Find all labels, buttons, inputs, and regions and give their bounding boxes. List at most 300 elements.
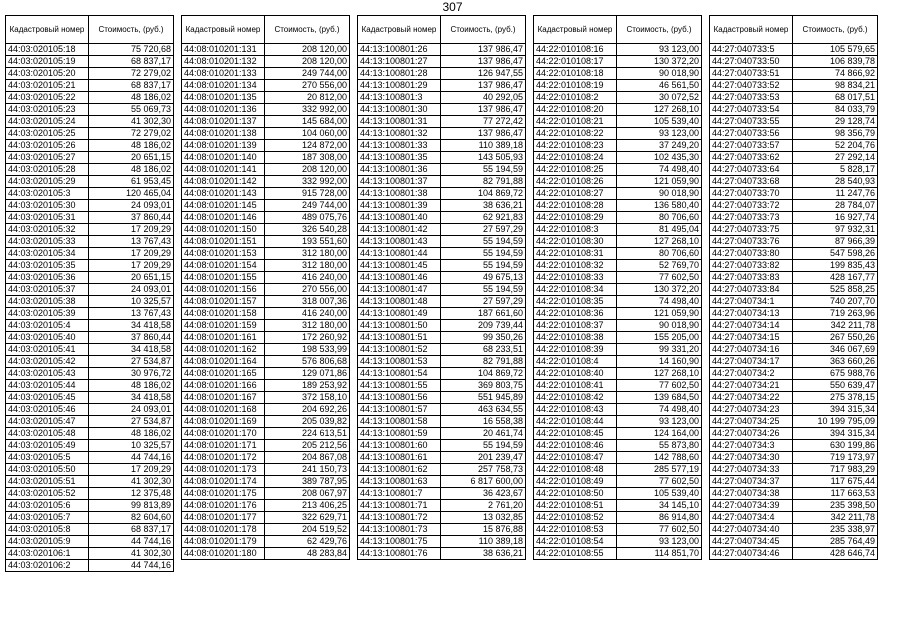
table-row (182, 308, 350, 320)
cadastral-number-cell: 44:22:010108:24 (534, 152, 617, 164)
cadastral-number-cell: 44:03:020105:24 (6, 116, 89, 128)
cadastral-number-cell: 44:22:010108:29 (534, 212, 617, 224)
cost-cell: 104 869,72 (441, 368, 526, 380)
cadastral-number-cell: 44:27:040733:73 (710, 212, 793, 224)
cadastral-number-cell: 44:27:040734:1 (710, 296, 793, 308)
table-row (6, 248, 174, 260)
cost-cell: 102 435,30 (617, 152, 702, 164)
table-row (710, 440, 878, 452)
table-row (358, 68, 526, 80)
cadastral-number-cell: 44:22:010108:20 (534, 104, 617, 116)
cost-cell: 62 921,83 (441, 212, 526, 224)
cost-cell: 34 418,58 (89, 344, 174, 356)
cost-cell: 48 186,02 (89, 380, 174, 392)
cadastral-number-cell: 44:22:010108:40 (534, 368, 617, 380)
cost-cell: 224 613,51 (265, 428, 350, 440)
table-row (182, 536, 350, 548)
cadastral-number-cell: 44:27:040734:23 (710, 404, 793, 416)
cost-cell: 84 033,79 (793, 104, 878, 116)
header-cadastral-number: Кадастровый номер (534, 16, 617, 44)
cost-cell: 13 767,43 (89, 308, 174, 320)
cadastral-number-cell: 44:08:010201:164 (182, 356, 265, 368)
cadastral-number-cell: 44:27:040734:14 (710, 320, 793, 332)
cost-cell: 136 580,40 (617, 200, 702, 212)
table-row (182, 200, 350, 212)
cadastral-number-cell: 44:03:020105:39 (6, 308, 89, 320)
cost-cell: 12 375,48 (89, 488, 174, 500)
cadastral-number-cell: 44:08:010201:151 (182, 236, 265, 248)
cost-cell: 342 211,78 (793, 320, 878, 332)
cadastral-number-cell: 44:27:040733:54 (710, 104, 793, 116)
table-row (6, 488, 174, 500)
cost-cell: 205 039,82 (265, 416, 350, 428)
cadastral-number-cell: 44:22:010108:55 (534, 548, 617, 560)
cadastral-number-cell: 44:08:010201:143 (182, 188, 265, 200)
cadastral-number-cell: 44:08:010201:156 (182, 284, 265, 296)
cadastral-number-cell: 44:03:020105:46 (6, 404, 89, 416)
cadastral-number-cell: 44:13:100801:58 (358, 416, 441, 428)
cadastral-number-cell: 44:27:040733:50 (710, 56, 793, 68)
cadastral-number-cell: 44:27:040734:26 (710, 428, 793, 440)
table-row (6, 140, 174, 152)
cadastral-number-cell: 44:27:040733:55 (710, 116, 793, 128)
table-row (6, 224, 174, 236)
cadastral-number-cell: 44:03:020105:19 (6, 56, 89, 68)
cost-cell: 285 577,19 (617, 464, 702, 476)
cadastral-table-2 (181, 15, 350, 560)
table-row (710, 272, 878, 284)
cost-cell: 17 209,29 (89, 248, 174, 260)
cadastral-number-cell: 44:03:020105:31 (6, 212, 89, 224)
cadastral-number-cell: 44:03:020105:20 (6, 68, 89, 80)
cost-cell: 28 540,93 (793, 176, 878, 188)
cadastral-number-cell: 44:03:020105:4 (6, 320, 89, 332)
table-row (182, 488, 350, 500)
table-row (358, 356, 526, 368)
cost-cell: 75 720,68 (89, 44, 174, 56)
table-row (6, 128, 174, 140)
table-row (358, 272, 526, 284)
cadastral-number-cell: 44:27:040733:75 (710, 224, 793, 236)
cadastral-number-cell: 44:13:100801:37 (358, 176, 441, 188)
header-cost: Стоимость, (руб.) (617, 16, 702, 44)
table-row (710, 152, 878, 164)
cost-cell: 68 233,51 (441, 344, 526, 356)
cost-cell: 389 787,95 (265, 476, 350, 488)
cost-cell: 121 059,90 (617, 308, 702, 320)
table-row (358, 200, 526, 212)
table-row (182, 404, 350, 416)
cadastral-number-cell: 44:08:010201:166 (182, 380, 265, 392)
table-row (710, 164, 878, 176)
table-row (6, 92, 174, 104)
cost-cell: 90 018,90 (617, 68, 702, 80)
cost-cell: 24 093,01 (89, 404, 174, 416)
table-row (534, 320, 702, 332)
cost-cell: 27 534,87 (89, 356, 174, 368)
table-row (534, 536, 702, 548)
cost-cell: 199 835,43 (793, 260, 878, 272)
cost-cell: 74 498,40 (617, 164, 702, 176)
cost-cell: 6 817 600,00 (441, 476, 526, 488)
cost-cell: 36 423,67 (441, 488, 526, 500)
cost-cell: 241 150,73 (265, 464, 350, 476)
cost-cell: 87 966,39 (793, 236, 878, 248)
cadastral-number-cell: 44:13:100801:50 (358, 320, 441, 332)
cadastral-number-cell: 44:03:020105:33 (6, 236, 89, 248)
cadastral-number-cell: 44:08:010201:174 (182, 476, 265, 488)
cadastral-number-cell: 44:13:100801:73 (358, 524, 441, 536)
cadastral-number-cell: 44:08:010201:142 (182, 176, 265, 188)
table-row (6, 56, 174, 68)
cost-cell: 48 186,02 (89, 92, 174, 104)
table-row (534, 128, 702, 140)
cost-cell: 62 429,76 (265, 536, 350, 548)
table-row (534, 92, 702, 104)
table-row (358, 116, 526, 128)
cadastral-number-cell: 44:27:040733:80 (710, 248, 793, 260)
cadastral-number-cell: 44:08:010201:169 (182, 416, 265, 428)
table-row (358, 128, 526, 140)
table-row (534, 308, 702, 320)
cost-cell: 525 858,25 (793, 284, 878, 296)
cost-cell: 90 018,90 (617, 188, 702, 200)
cost-cell: 10 199 795,09 (793, 416, 878, 428)
cadastral-number-cell: 44:08:010201:136 (182, 104, 265, 116)
cadastral-number-cell: 44:03:020105:51 (6, 476, 89, 488)
cadastral-number-cell: 44:27:040734:16 (710, 344, 793, 356)
cost-cell: 41 302,30 (89, 548, 174, 560)
table-row (710, 248, 878, 260)
cadastral-number-cell: 44:27:040734:33 (710, 464, 793, 476)
table-row (710, 104, 878, 116)
cost-cell: 55 194,59 (441, 164, 526, 176)
cadastral-number-cell: 44:13:100801:54 (358, 368, 441, 380)
table-row (710, 236, 878, 248)
cost-cell: 74 498,40 (617, 404, 702, 416)
cadastral-number-cell: 44:08:010201:162 (182, 344, 265, 356)
cost-cell: 127 268,10 (617, 236, 702, 248)
table-row (182, 548, 350, 560)
table-row (710, 344, 878, 356)
table-row (534, 248, 702, 260)
cadastral-number-cell: 44:08:010201:165 (182, 368, 265, 380)
table-row (6, 236, 174, 248)
table-row (534, 200, 702, 212)
table-row (710, 68, 878, 80)
cost-cell: 129 071,86 (265, 368, 350, 380)
cadastral-number-cell: 44:22:010108:28 (534, 200, 617, 212)
table-row (710, 56, 878, 68)
cost-cell: 270 556,00 (265, 284, 350, 296)
table-row (358, 176, 526, 188)
table-row (534, 500, 702, 512)
cadastral-number-cell: 44:27:040733:52 (710, 80, 793, 92)
table-row (6, 116, 174, 128)
table-row (182, 296, 350, 308)
table-row (358, 284, 526, 296)
cadastral-number-cell: 44:13:100801:36 (358, 164, 441, 176)
cadastral-number-cell: 44:27:040734:40 (710, 524, 793, 536)
table-row (710, 536, 878, 548)
table-row (6, 416, 174, 428)
table-row (534, 392, 702, 404)
table-row (358, 320, 526, 332)
cost-cell: 130 372,20 (617, 284, 702, 296)
cost-cell: 312 180,00 (265, 260, 350, 272)
cost-cell: 104 869,72 (441, 188, 526, 200)
cadastral-number-cell: 44:27:040734:38 (710, 488, 793, 500)
cadastral-number-cell: 44:13:100801:3 (358, 92, 441, 104)
cost-cell: 740 207,70 (793, 296, 878, 308)
cost-cell: 208 120,00 (265, 44, 350, 56)
cadastral-number-cell: 44:27:040733:62 (710, 152, 793, 164)
cost-cell: 38 636,21 (441, 548, 526, 560)
table-row (182, 80, 350, 92)
table-row (358, 44, 526, 56)
table-row (534, 428, 702, 440)
cost-cell: 463 634,55 (441, 404, 526, 416)
cadastral-number-cell: 44:08:010201:180 (182, 548, 265, 560)
cadastral-number-cell: 44:27:040734:22 (710, 392, 793, 404)
cost-cell: 394 315,34 (793, 404, 878, 416)
table-row (182, 164, 350, 176)
table-row (182, 512, 350, 524)
table-row (6, 260, 174, 272)
table-row (358, 212, 526, 224)
table-row (358, 476, 526, 488)
cost-cell: 27 534,87 (89, 416, 174, 428)
table-row (182, 284, 350, 296)
cost-cell: 98 834,21 (793, 80, 878, 92)
cost-cell: 15 876,88 (441, 524, 526, 536)
table-row (710, 188, 878, 200)
cost-cell: 52 204,76 (793, 140, 878, 152)
cost-cell: 29 128,74 (793, 116, 878, 128)
table-row (534, 296, 702, 308)
table-row (358, 488, 526, 500)
cadastral-number-cell: 44:08:010201:150 (182, 224, 265, 236)
cost-cell: 28 784,07 (793, 200, 878, 212)
table-row (6, 44, 174, 56)
cadastral-number-cell: 44:08:010201:173 (182, 464, 265, 476)
cadastral-number-cell: 44:27:040733:56 (710, 128, 793, 140)
cadastral-number-cell: 44:13:100801:47 (358, 284, 441, 296)
table-row (358, 428, 526, 440)
cadastral-number-cell: 44:08:010201:138 (182, 128, 265, 140)
cost-cell: 312 180,00 (265, 248, 350, 260)
cadastral-number-cell: 44:03:020105:23 (6, 104, 89, 116)
cadastral-number-cell: 44:22:010108:51 (534, 500, 617, 512)
cadastral-number-cell: 44:22:010108:44 (534, 416, 617, 428)
cost-cell: 326 540,28 (265, 224, 350, 236)
cost-cell: 44 744,16 (89, 452, 174, 464)
table-row (6, 548, 174, 560)
cost-cell: 37 860,44 (89, 212, 174, 224)
table-row (6, 380, 174, 392)
cadastral-number-cell: 44:03:020105:49 (6, 440, 89, 452)
cost-cell: 55 194,59 (441, 440, 526, 452)
cost-cell: 550 639,47 (793, 380, 878, 392)
cadastral-table-4 (533, 15, 702, 560)
cost-cell: 394 315,34 (793, 428, 878, 440)
cost-cell: 332 992,00 (265, 104, 350, 116)
page-number: 307 (442, 0, 463, 14)
cost-cell: 17 209,29 (89, 260, 174, 272)
table-row (182, 332, 350, 344)
table-row (358, 344, 526, 356)
cadastral-number-cell: 44:22:010108:23 (534, 140, 617, 152)
cost-cell: 48 186,02 (89, 428, 174, 440)
cost-cell: 34 418,58 (89, 392, 174, 404)
cost-cell: 40 292,05 (441, 92, 526, 104)
cost-cell: 20 461,74 (441, 428, 526, 440)
cadastral-number-cell: 44:22:010108:53 (534, 524, 617, 536)
table-row (534, 488, 702, 500)
cost-cell: 105 539,40 (617, 488, 702, 500)
cost-cell: 37 249,20 (617, 140, 702, 152)
cost-cell: 77 602,50 (617, 272, 702, 284)
cost-cell: 428 646,74 (793, 548, 878, 560)
cadastral-number-cell: 44:03:020105:27 (6, 152, 89, 164)
cost-cell: 5 828,17 (793, 164, 878, 176)
cadastral-number-cell: 44:22:010108:31 (534, 248, 617, 260)
table-row (358, 140, 526, 152)
cost-cell: 312 180,00 (265, 320, 350, 332)
cost-cell: 17 209,29 (89, 224, 174, 236)
cost-cell: 80 706,60 (617, 248, 702, 260)
table-row (710, 500, 878, 512)
cadastral-number-cell: 44:22:010108:16 (534, 44, 617, 56)
cadastral-number-cell: 44:03:020105:6 (6, 500, 89, 512)
cadastral-number-cell: 44:03:020105:42 (6, 356, 89, 368)
cost-cell: 139 684,50 (617, 392, 702, 404)
cadastral-number-cell: 44:13:100801:49 (358, 308, 441, 320)
cost-cell: 124 872,00 (265, 140, 350, 152)
cost-cell: 34 145,10 (617, 500, 702, 512)
table-row (6, 500, 174, 512)
cost-cell: 630 199,86 (793, 440, 878, 452)
cost-cell: 2 761,20 (441, 500, 526, 512)
cost-cell: 106 839,78 (793, 56, 878, 68)
cost-cell: 48 283,84 (265, 548, 350, 560)
table-row (358, 164, 526, 176)
cadastral-number-cell: 44:03:020105:22 (6, 92, 89, 104)
cost-cell: 55 194,59 (441, 260, 526, 272)
table-row (710, 488, 878, 500)
table-row (534, 44, 702, 56)
cost-cell: 24 093,01 (89, 200, 174, 212)
cost-cell: 68 837,17 (89, 524, 174, 536)
cost-cell: 120 465,04 (89, 188, 174, 200)
cost-cell: 198 533,99 (265, 344, 350, 356)
cost-cell: 189 253,92 (265, 380, 350, 392)
table-row (534, 344, 702, 356)
cost-cell: 77 602,50 (617, 524, 702, 536)
cost-cell: 270 556,00 (265, 80, 350, 92)
cost-cell: 90 018,90 (617, 320, 702, 332)
table-row (6, 200, 174, 212)
table-row (534, 188, 702, 200)
cadastral-number-cell: 44:08:010201:137 (182, 116, 265, 128)
cadastral-number-cell: 44:03:020105:52 (6, 488, 89, 500)
cadastral-number-cell: 44:13:100801:45 (358, 260, 441, 272)
table-row (6, 296, 174, 308)
cadastral-number-cell: 44:08:010201:161 (182, 332, 265, 344)
cost-cell: 55 194,59 (441, 284, 526, 296)
table-row (534, 332, 702, 344)
cadastral-number-cell: 44:13:100801:32 (358, 128, 441, 140)
cost-cell: 416 240,00 (265, 272, 350, 284)
cost-cell: 205 212,56 (265, 440, 350, 452)
cost-cell: 346 067,69 (793, 344, 878, 356)
table-row (6, 332, 174, 344)
table-row (710, 140, 878, 152)
cadastral-number-cell: 44:13:100801:38 (358, 188, 441, 200)
cost-cell: 10 325,57 (89, 296, 174, 308)
cadastral-number-cell: 44:13:100801:55 (358, 380, 441, 392)
cadastral-number-cell: 44:27:040734:21 (710, 380, 793, 392)
cost-cell: 98 356,79 (793, 128, 878, 140)
table-row (6, 104, 174, 116)
cost-cell: 68 837,17 (89, 56, 174, 68)
cadastral-number-cell: 44:08:010201:133 (182, 68, 265, 80)
table-row (534, 512, 702, 524)
table-row (534, 524, 702, 536)
cadastral-number-cell: 44:13:100801:61 (358, 452, 441, 464)
cadastral-number-cell: 44:08:010201:141 (182, 164, 265, 176)
cadastral-number-cell: 44:22:010108:21 (534, 116, 617, 128)
cadastral-number-cell: 44:27:040734:37 (710, 476, 793, 488)
cost-cell: 145 684,00 (265, 116, 350, 128)
cost-cell: 48 186,02 (89, 164, 174, 176)
cost-cell: 213 406,25 (265, 500, 350, 512)
cadastral-number-cell: 44:08:010201:172 (182, 452, 265, 464)
table-row (6, 392, 174, 404)
table-row (534, 380, 702, 392)
cost-cell: 13 032,85 (441, 512, 526, 524)
cost-cell: 117 675,44 (793, 476, 878, 488)
cadastral-number-cell: 44:27:040734:39 (710, 500, 793, 512)
cost-cell: 204 867,08 (265, 452, 350, 464)
table-row (534, 104, 702, 116)
cost-cell: 121 059,90 (617, 176, 702, 188)
cadastral-number-cell: 44:27:040734:25 (710, 416, 793, 428)
table-row (6, 476, 174, 488)
cost-cell: 719 173,97 (793, 452, 878, 464)
cadastral-number-cell: 44:27:040733:70 (710, 188, 793, 200)
table-row (6, 452, 174, 464)
table-row (182, 260, 350, 272)
cadastral-number-cell: 44:08:010201:158 (182, 308, 265, 320)
cadastral-number-cell: 44:27:040733:53 (710, 92, 793, 104)
table-row (534, 236, 702, 248)
table-row (710, 44, 878, 56)
table-row (6, 536, 174, 548)
cadastral-number-cell: 44:08:010201:175 (182, 488, 265, 500)
cadastral-number-cell: 44:22:010108:37 (534, 320, 617, 332)
cadastral-number-cell: 44:13:100801:56 (358, 392, 441, 404)
table-row (6, 464, 174, 476)
cadastral-number-cell: 44:13:100801:62 (358, 464, 441, 476)
cost-cell: 551 945,89 (441, 392, 526, 404)
cadastral-table-3 (357, 15, 526, 560)
table-row (358, 56, 526, 68)
cost-cell: 68 837,17 (89, 80, 174, 92)
table-row (710, 404, 878, 416)
table-row (710, 416, 878, 428)
cost-cell: 27 597,29 (441, 296, 526, 308)
